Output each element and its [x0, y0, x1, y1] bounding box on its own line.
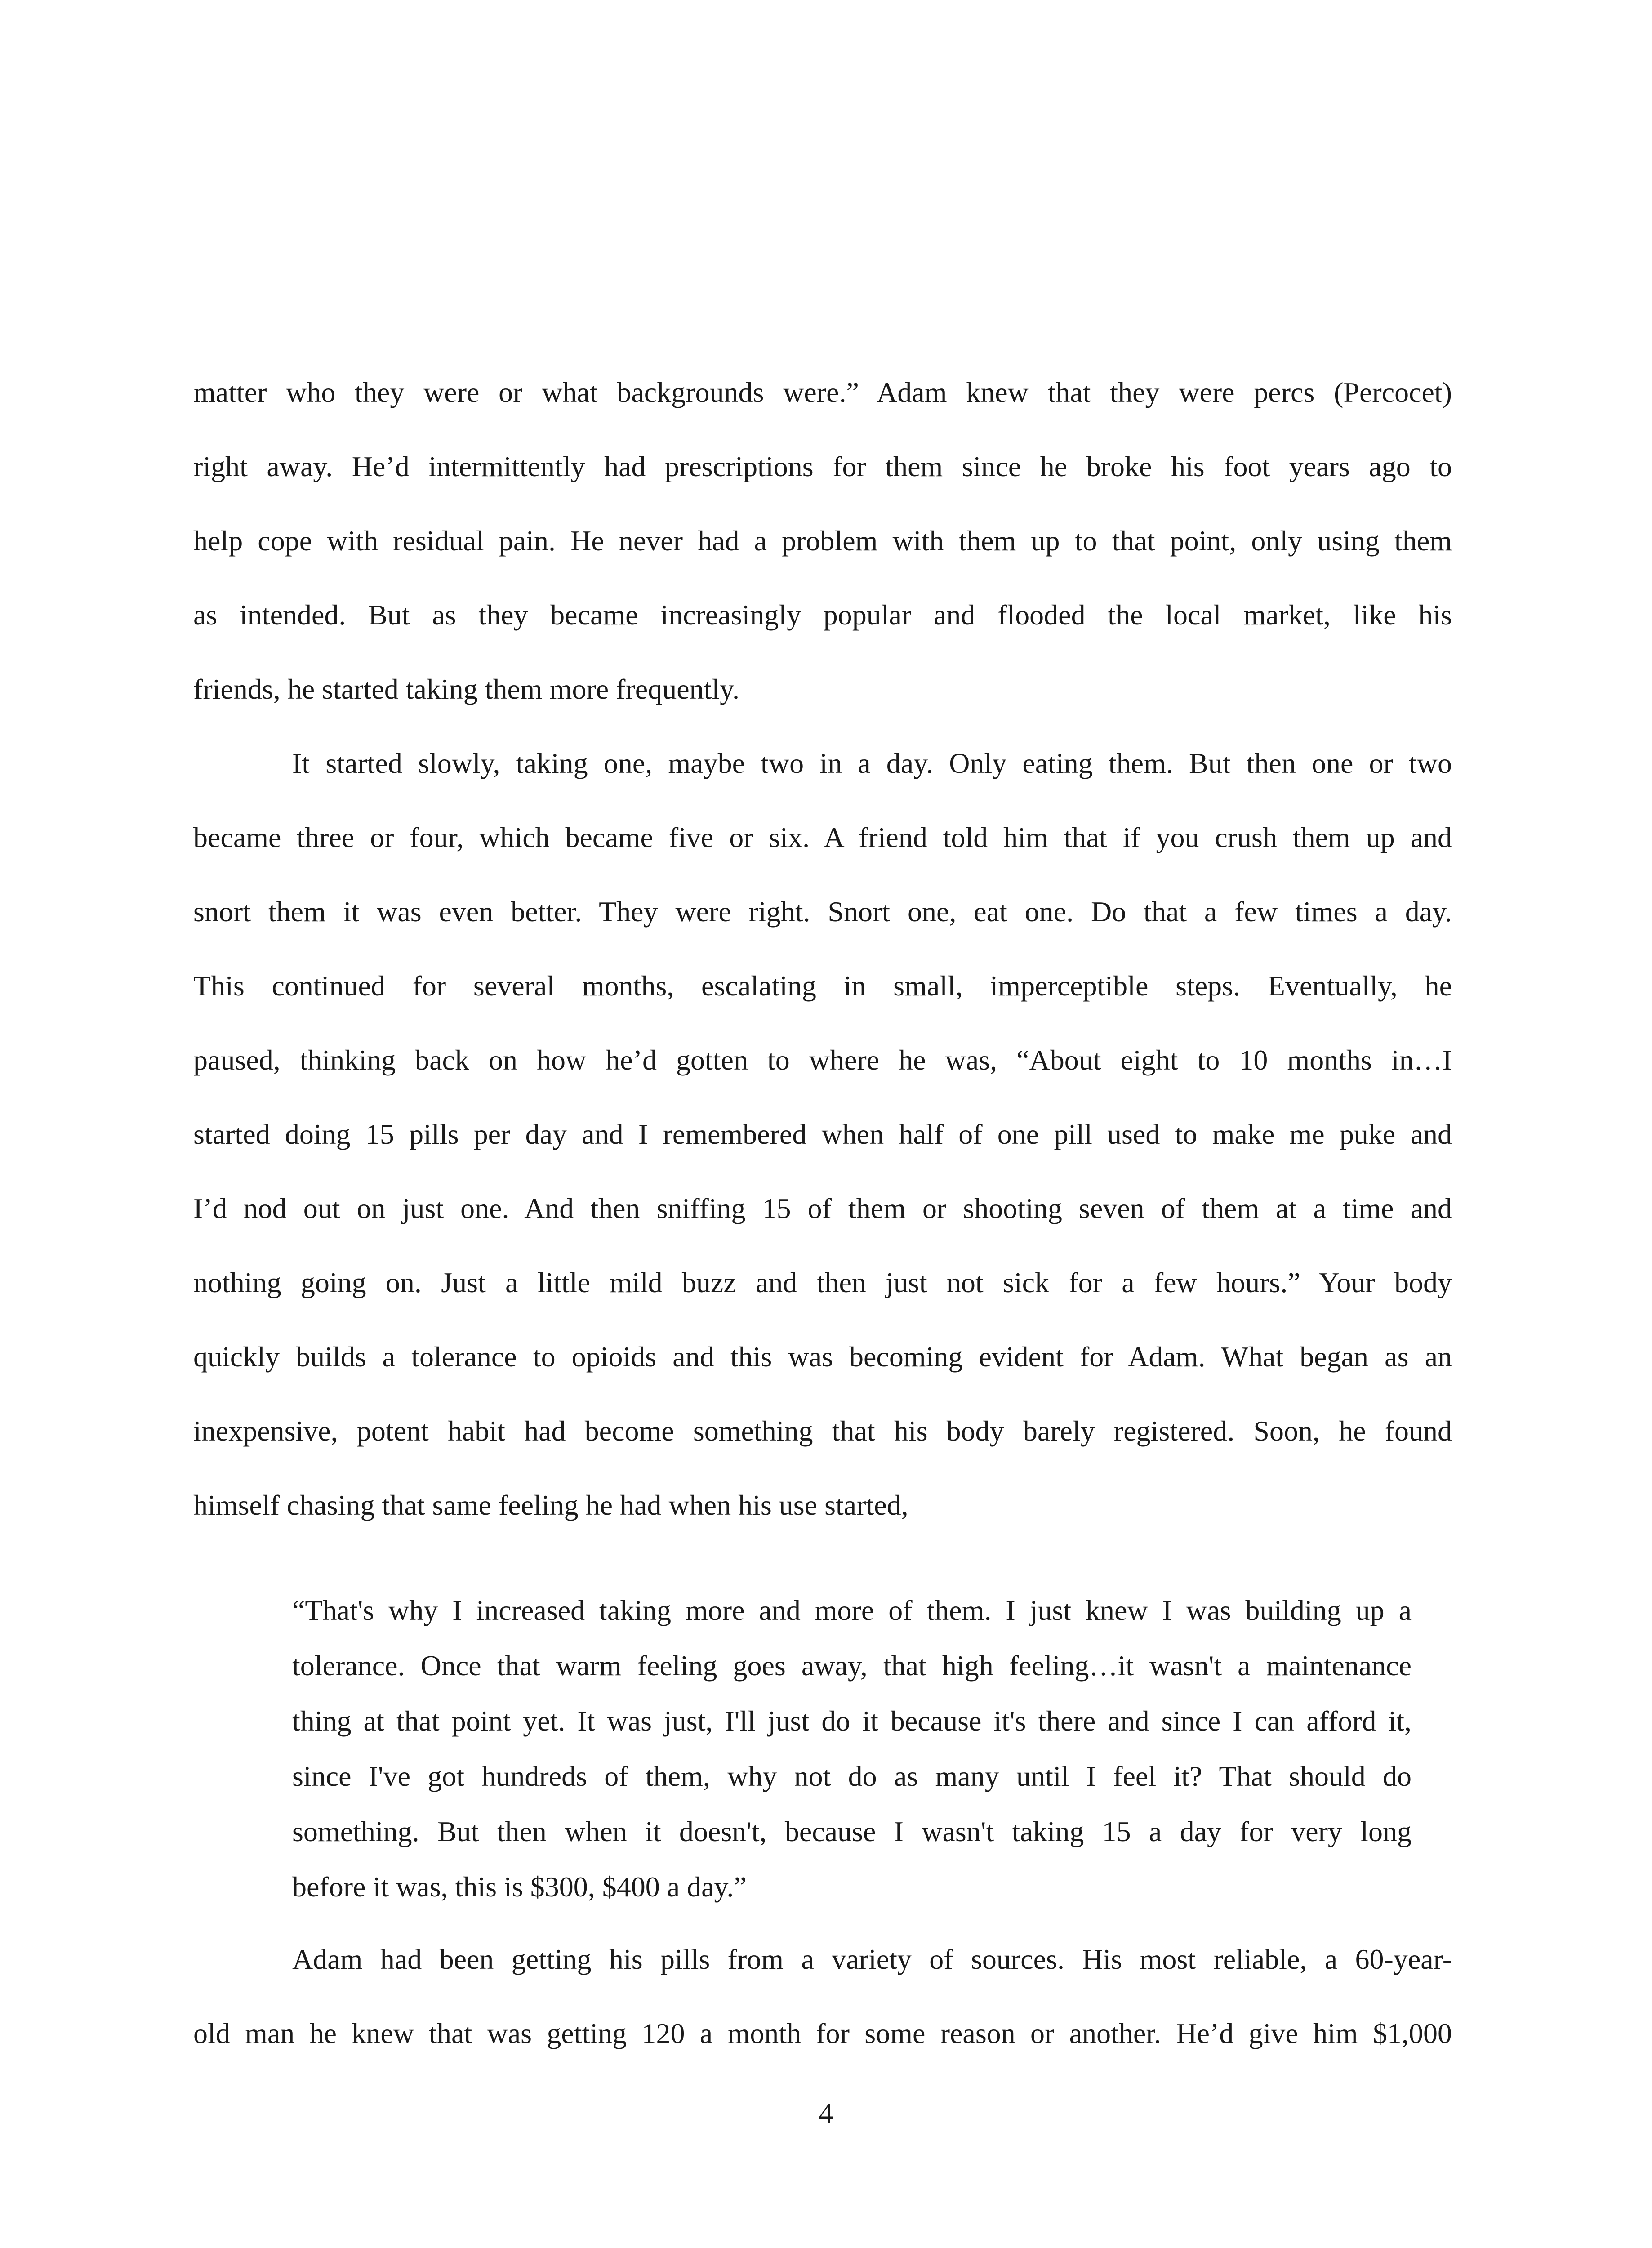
block-quote [292, 1583, 1412, 1914]
text-line: friends, he started taking them more frequently. [193, 673, 739, 705]
text-line: paused, thinking back on how he’d gotten to where he was, “About eight to 10 months in…I [193, 1044, 1452, 1076]
quote-line: something. But then when it doesn't, because I wasn't taking 15 a day for very long [292, 1815, 1412, 1847]
text-line: became three or four, which became five or six. A friend told him that if you crush them up and [193, 821, 1452, 853]
paragraph-1 [193, 355, 1452, 726]
text-line: quickly builds a tolerance to opioids and this was becoming evident for Adam. What began as an [193, 1341, 1452, 1373]
quote-line: tolerance. Once that warm feeling goes away, that high feeling…it wasn't a maintenance [292, 1650, 1412, 1682]
text-line: as intended. But as they became increasingly popular and flooded the local market, like his [193, 599, 1452, 631]
paragraph-2 [193, 726, 1452, 1542]
page-number: 4 [819, 2097, 833, 2129]
text-line: old man he knew that was getting 120 a month for some reason or another. He’d give him $1,000 [193, 2017, 1452, 2049]
text-line: himself chasing that same feeling he had when his use started, [193, 1489, 908, 1521]
text-line: matter who they were or what backgrounds were.” Adam knew that they were percs (Percocet) [193, 376, 1452, 408]
text-line: inexpensive, potent habit had become something that his body barely registered. Soon, he found [193, 1415, 1452, 1447]
text-line: right away. He’d intermittently had prescriptions for them since he broke his foot years ago to [193, 450, 1452, 482]
quote-line: thing at that point yet. It was just, I'll just do it because it's there and since I can afford it, [292, 1705, 1412, 1737]
text-line: started doing 15 pills per day and I remembered when half of one pill used to make me puke and [193, 1118, 1452, 1150]
paragraph-group-main [193, 355, 1452, 1542]
quote-line: “That's why I increased taking more and more of them. I just knew I was building up a [292, 1594, 1412, 1626]
text-line: help cope with residual pain. He never had a problem with them up to that point, only using them [193, 525, 1452, 557]
quote-line: before it was, this is $300, $400 a day.” [292, 1871, 747, 1903]
text-line: This continued for several months, escalating in small, imperceptible steps. Eventually, he [193, 970, 1452, 1002]
text-line: snort them it was even better. They were right. Snort one, eat one. Do that a few times a day. [193, 896, 1452, 928]
paragraph-3 [193, 1922, 1452, 2070]
text-line: nothing going on. Just a little mild buzz and then just not sick for a few hours.” Your body [193, 1267, 1452, 1298]
text-line: I’d nod out on just one. And then sniffing 15 of them or shooting seven of them at a time and [193, 1192, 1452, 1224]
text-line: It started slowly, taking one, maybe two in a day. Only eating them. But then one or two [292, 747, 1452, 779]
quote-line: since I've got hundreds of them, why not do as many until I feel it? That should do [292, 1760, 1412, 1792]
text-line: Adam had been getting his pills from a variety of sources. His most reliable, a 60-year- [292, 1943, 1452, 1975]
